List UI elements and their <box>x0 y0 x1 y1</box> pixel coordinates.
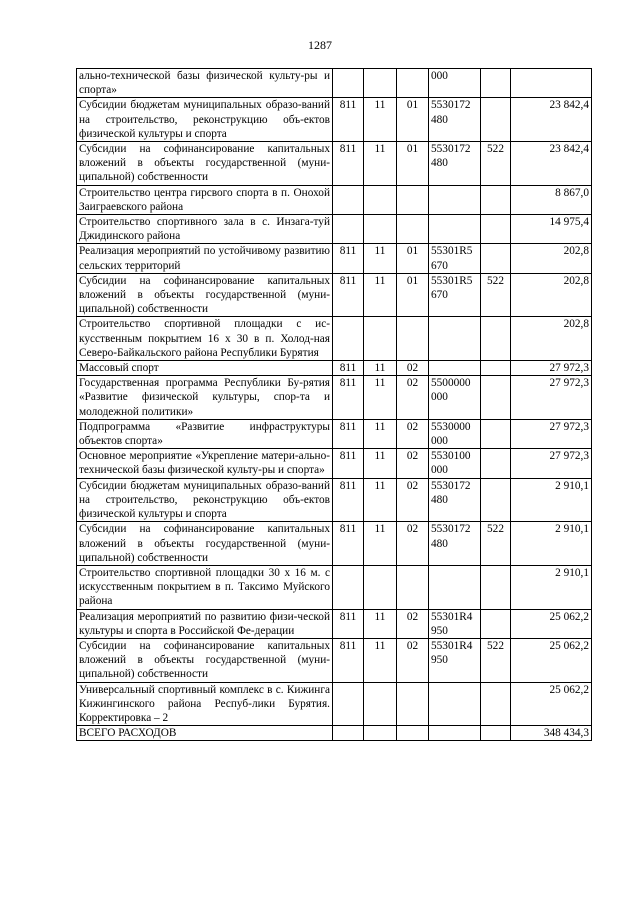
cell-name: Основное мероприятие «Укрепление матери-ально-технической базы физической культу-ры и спорта» <box>77 449 333 478</box>
cell-pr: 02 <box>397 522 429 566</box>
cell-ved: 811 <box>333 361 364 376</box>
total-sum: 348 434,3 <box>511 726 592 741</box>
cell-csr <box>429 317 481 361</box>
cell-name: Субсидии на софинансирование капитальных вложений в объекты государственной (муни-ципальной) собственности <box>77 142 333 186</box>
cell-name: ально-технической базы физической культу-ры и спорта» <box>77 69 333 98</box>
cell-csr: 5530000 000 <box>429 419 481 448</box>
cell-sum: 25 062,2 <box>511 609 592 638</box>
cell-name: Массовый спорт <box>77 361 333 376</box>
cell-rz <box>364 565 397 609</box>
cell-csr: 5530172 480 <box>429 98 481 142</box>
cell-sum: 23 842,4 <box>511 98 592 142</box>
cell-csr: 5500000 000 <box>429 376 481 420</box>
cell-rz <box>364 215 397 244</box>
table-row <box>77 244 592 273</box>
table-row <box>77 98 592 142</box>
cell-name: Строительство спортивной площадки 30 х 16 м. с искусственным покрытием в п. Таксимо Муйского района <box>77 565 333 609</box>
cell-csr: 55301R5 670 <box>429 244 481 273</box>
cell-rz: 11 <box>364 361 397 376</box>
cell-vr <box>481 478 511 522</box>
total-label: ВСЕГО РАСХОДОВ <box>77 726 333 741</box>
cell-name: Государственная программа Республики Бу-рятия «Развитие физической культуры, спор-та и молодежной политики» <box>77 376 333 420</box>
table-row <box>77 317 592 361</box>
cell-pr: 01 <box>397 98 429 142</box>
cell-vr <box>481 244 511 273</box>
table-row <box>77 638 592 682</box>
cell-ved: 811 <box>333 244 364 273</box>
cell-sum: 23 842,4 <box>511 142 592 186</box>
cell-ved: 811 <box>333 273 364 317</box>
cell-name: Субсидии на софинансирование капитальных вложений в объекты государственной (муни-ципальной) собственности <box>77 273 333 317</box>
cell-ved: 811 <box>333 98 364 142</box>
cell-ved: 811 <box>333 376 364 420</box>
cell-name: Строительство центра гирсвого спорта в п. Онохой Заиграевского района <box>77 185 333 214</box>
cell-vr <box>481 317 511 361</box>
total-row <box>77 726 592 741</box>
table-row <box>77 69 592 98</box>
cell-pr <box>397 215 429 244</box>
cell-name: Реализация мероприятий по развитию физи-ческой культуры и спорта в Российской Фе-дерации <box>77 609 333 638</box>
cell-csr <box>429 215 481 244</box>
cell-pr: 02 <box>397 361 429 376</box>
cell-vr <box>481 98 511 142</box>
cell-vr <box>481 682 511 726</box>
cell-vr: 522 <box>481 638 511 682</box>
cell-vr <box>481 185 511 214</box>
cell-ved <box>333 215 364 244</box>
cell-ved: 811 <box>333 449 364 478</box>
cell-sum: 2 910,1 <box>511 478 592 522</box>
cell-csr: 5530172 480 <box>429 522 481 566</box>
cell-sum: 25 062,2 <box>511 682 592 726</box>
cell-ved: 811 <box>333 609 364 638</box>
cell-sum: 27 972,3 <box>511 361 592 376</box>
cell-pr <box>397 565 429 609</box>
cell-pr: 02 <box>397 609 429 638</box>
table-row <box>77 522 592 566</box>
expenditure-table <box>76 68 592 741</box>
cell-rz: 11 <box>364 273 397 317</box>
cell-vr <box>481 69 511 98</box>
cell-csr: 5530172 480 <box>429 142 481 186</box>
cell-pr: 01 <box>397 244 429 273</box>
cell-pr: 01 <box>397 273 429 317</box>
cell-csr: 5530100 000 <box>429 449 481 478</box>
cell-rz <box>364 682 397 726</box>
cell-ved: 811 <box>333 478 364 522</box>
cell-rz <box>364 185 397 214</box>
cell-pr <box>397 682 429 726</box>
cell-sum: 2 910,1 <box>511 522 592 566</box>
cell-pr: 02 <box>397 376 429 420</box>
cell-name: Универсальный спортивный комплекс в с. Кижинга Кижингинского района Респуб-лики Бурятия. Корректировка – 2 <box>77 682 333 726</box>
table-row <box>77 682 592 726</box>
cell-csr: 55301R4 950 <box>429 638 481 682</box>
cell-name: Субсидии бюджетам муниципальных образо-ваний на строительство, реконструкцию объ-ектов физической культуры и спорта <box>77 98 333 142</box>
cell-pr: 02 <box>397 419 429 448</box>
cell-rz: 11 <box>364 142 397 186</box>
table-row <box>77 273 592 317</box>
cell-pr: 02 <box>397 478 429 522</box>
table-row <box>77 376 592 420</box>
cell-name: Подпрограмма «Развитие инфраструктуры объектов спорта» <box>77 419 333 448</box>
cell-sum: 202,8 <box>511 244 592 273</box>
cell-csr: 000 <box>429 69 481 98</box>
cell-vr <box>481 215 511 244</box>
cell-sum: 202,8 <box>511 273 592 317</box>
cell-vr: 522 <box>481 273 511 317</box>
cell-ved <box>333 317 364 361</box>
cell-csr <box>429 565 481 609</box>
cell-sum: 27 972,3 <box>511 419 592 448</box>
table-row <box>77 185 592 214</box>
cell-rz <box>364 726 397 741</box>
cell-ved <box>333 682 364 726</box>
cell-pr <box>397 726 429 741</box>
cell-ved <box>333 69 364 98</box>
cell-sum: 14 975,4 <box>511 215 592 244</box>
cell-rz: 11 <box>364 376 397 420</box>
cell-rz: 11 <box>364 449 397 478</box>
cell-csr <box>429 726 481 741</box>
cell-pr: 02 <box>397 638 429 682</box>
cell-vr <box>481 361 511 376</box>
cell-rz: 11 <box>364 419 397 448</box>
cell-csr <box>429 361 481 376</box>
cell-name: Строительство спортивной площадки с ис-кусственным покрытием 16 х 30 в п. Холод-ная Северо-Байкальского района Республики Бурятия <box>77 317 333 361</box>
cell-ved <box>333 726 364 741</box>
cell-vr <box>481 419 511 448</box>
table-row <box>77 142 592 186</box>
table-row <box>77 361 592 376</box>
cell-ved: 811 <box>333 638 364 682</box>
cell-sum: 25 062,2 <box>511 638 592 682</box>
cell-vr <box>481 376 511 420</box>
cell-pr <box>397 69 429 98</box>
cell-rz <box>364 317 397 361</box>
cell-pr: 01 <box>397 142 429 186</box>
cell-name: Строительство спортивного зала в с. Инзага-туй Джидинского района <box>77 215 333 244</box>
cell-pr <box>397 317 429 361</box>
table-row <box>77 449 592 478</box>
table-row <box>77 215 592 244</box>
cell-rz <box>364 69 397 98</box>
cell-rz: 11 <box>364 522 397 566</box>
cell-vr <box>481 565 511 609</box>
cell-rz: 11 <box>364 98 397 142</box>
table-row <box>77 565 592 609</box>
cell-sum: 27 972,3 <box>511 376 592 420</box>
cell-name: Субсидии бюджетам муниципальных образо-ваний на строительство, реконструкцию объ-ектов физической культуры и спорта <box>77 478 333 522</box>
cell-ved: 811 <box>333 522 364 566</box>
cell-pr: 02 <box>397 449 429 478</box>
cell-csr: 5530172 480 <box>429 478 481 522</box>
cell-csr <box>429 185 481 214</box>
cell-pr <box>397 185 429 214</box>
cell-rz: 11 <box>364 609 397 638</box>
cell-ved: 811 <box>333 419 364 448</box>
table-row <box>77 609 592 638</box>
cell-ved: 811 <box>333 142 364 186</box>
cell-name: Реализация мероприятий по устойчивому развитию сельских территорий <box>77 244 333 273</box>
table-body <box>77 69 592 726</box>
cell-rz: 11 <box>364 478 397 522</box>
cell-vr <box>481 449 511 478</box>
cell-csr: 55301R5 670 <box>429 273 481 317</box>
cell-sum: 202,8 <box>511 317 592 361</box>
cell-sum: 27 972,3 <box>511 449 592 478</box>
cell-csr: 55301R4 950 <box>429 609 481 638</box>
cell-ved <box>333 185 364 214</box>
table-row <box>77 419 592 448</box>
cell-name: Субсидии на софинансирование капитальных вложений в объекты государственной (муни-ципальной) собственности <box>77 522 333 566</box>
cell-vr <box>481 609 511 638</box>
cell-name: Субсидии на софинансирование капитальных вложений в объекты государственной (муни-ципальной) собственности <box>77 638 333 682</box>
cell-csr <box>429 682 481 726</box>
cell-sum: 2 910,1 <box>511 565 592 609</box>
cell-sum: 8 867,0 <box>511 185 592 214</box>
page-number: 1287 <box>308 38 332 52</box>
table-row <box>77 478 592 522</box>
cell-sum <box>511 69 592 98</box>
cell-vr: 522 <box>481 142 511 186</box>
cell-vr <box>481 726 511 741</box>
cell-vr: 522 <box>481 522 511 566</box>
cell-rz: 11 <box>364 638 397 682</box>
cell-ved <box>333 565 364 609</box>
cell-rz: 11 <box>364 244 397 273</box>
